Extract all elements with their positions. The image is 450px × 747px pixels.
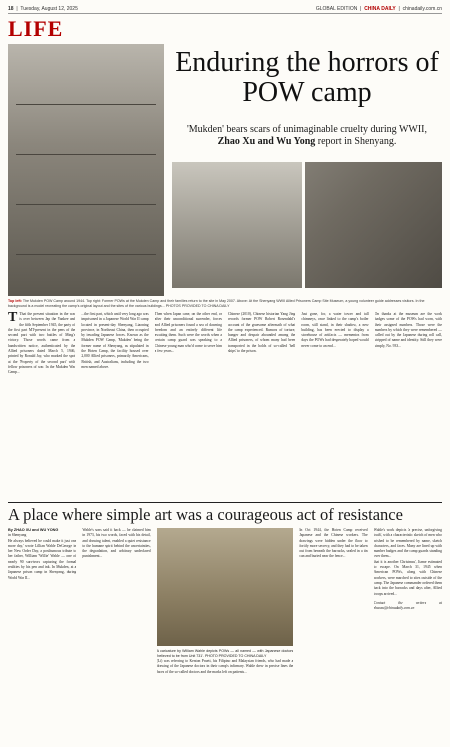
section-divider (8, 502, 442, 503)
header-url: chinadaily.com.cn (402, 5, 442, 12)
photo-caption (8, 299, 442, 309)
article-column-3: Then when Japan cane, on the other end, or after their unconditional surrender, forces and Allied prisoners found a sea of dawning freedom and an entirely different life awaiting them. Such were the words when a certain camp guard was speaking to a Chinese young man who'd come to serve him a few years... (154, 312, 222, 354)
drop-cap: T (8, 312, 18, 325)
second-column-2: Wahle's sons said it back — he claimed him in 1973, his two words, faced with his detail, and drawing talent, enabled a quiet resistance to the humane spirit behind the uncertainties, the degradation, and arbitrary undeclared punishment... (82, 528, 151, 559)
byline: By ZHAO XU and WU YONG (8, 528, 59, 532)
headline: Enduring the horrors of POW camp (175, 47, 439, 108)
author-names: Zhao Xu and Wu Yong (217, 136, 316, 147)
article-column-1 (8, 312, 75, 498)
photo-credit: PHOTOS PROVIDED TO CHINA DAILY (165, 304, 230, 308)
second-column-5 (374, 528, 442, 742)
header-left: 18 | Tuesday, August 12, 2025 (8, 5, 78, 12)
contact-line: Contact the writers at zhaoxu@chinadaily.com.cn (373, 600, 442, 611)
second-column-text: He always believed he could make it just one more day,' wrote Lillian Wahle DeGeorge in her New Order Day, a posthumous tribute to her father, William 'Willie' Wahle — one of nearly 90 survivors capturing the formal realities by his pen and ink. In Mukden, at a Japanese prison camp in Shenyang, during World War II... (8, 538, 77, 580)
second-column-4: In Oct 1944, the Hoten Camp received Japanese and the Chinese workers. The drawings were hidden under the floor to fortify more secrecy, and they had to be taken out from beneath the barracks, sealed in a tin can and buried near the fence... (299, 528, 368, 559)
second-column-5-text: Wahle's work depicts 'a precise, unforgiving truth', with a characteristic sketch of men who wished to be remembered by name, sketch characters, and faces. Many are lined up with number badges and the camp guards standing over them... (373, 528, 442, 559)
page-header (8, 4, 442, 14)
caption-label: Top left: (8, 299, 22, 303)
second-column-6-text: that it is another Christmas', Jiame estimated to escape. On March 31, 1945 when American POWs, along with Chinese workers, were marched to sites outside of the camp. The Japanese commander ordered them back into the barracks and days after, Allied troops arrived... (373, 559, 442, 596)
page-number: 18 (8, 5, 14, 12)
byline-location: in Shenyang (8, 533, 27, 538)
article-body (8, 312, 442, 498)
second-headline: A place where simple art was a courageous act of resistance (8, 505, 403, 524)
subheadline (182, 124, 432, 148)
brand-name: CHINA DAILY (364, 5, 396, 12)
second-article-body (8, 528, 442, 742)
second-column-1 (8, 528, 76, 742)
article-column-5: Just gone, for, a water tower and tall chimneys, once linked to the camp's boiler room, still stand, in their shadow, a new building, has been erected to display a storehouse of artifacts — mementos from days the POWs had desperately hoped would never come to an end... (301, 312, 369, 348)
article-column-6: On thanks at the museum are the work badges some of the POWs had worn, with their assigned numbers. Those were the numbers by which they were remembered — called out by the Japanese during roll call, stripped of name and identity. Still they were simply, No. 933... (374, 312, 442, 348)
article-column-text: That the present situation in the war is over between Jap the Yankee and the fifth September 1945, the party of the first part MT-present in the pens of the second part with two battles of Ming's victory. Those words came from a handwritten notice, authenticated by the Allied prisoners dated March 5, 1946, printed by Ronald Jay, who marked the spot at the 'Property of the second part' with fellow prisoners of war. In the Mukden War Camp... (8, 312, 76, 375)
second-column-3-text: (Li) was referring to Kenton Pruett, his Filipino and Malaysian friends, who had made a drawing of the Japanese doctors in their camp's infirmary. Wahle drew in precise lines the faces of the so-called doctors and the marks left on patients... (156, 659, 294, 674)
header-date: Tuesday, August 12, 2025 (20, 5, 78, 12)
caricature-caption: A caricature by William Wahle depicts POWs — all named — with Japanese doctors 'believed to be from Unit 731'. PHOTO PROVIDED TO CHINA DAILY (156, 649, 294, 658)
caricature-column (157, 528, 294, 742)
caricature-image (157, 528, 294, 646)
section-tag: GLOBAL EDITION (315, 5, 358, 12)
museum-photo (172, 162, 305, 288)
camp-photo-1944 (8, 44, 164, 296)
location-text: report in Shenyang. (317, 136, 397, 147)
caption-text: The Mukden POW Camp around 1944. Top right: Former POWs at the Mukden Camp and their families return to the site in May 2007. Above: At the Shenyang WWII Allied Prisoners Camp Site Museum, a young volunteer guide addresses visitors. In the background is a model recreating the camp's original layout and the sites of the various buildings... (8, 299, 425, 308)
article-column-4: Chinese (2010), Chinese historian Yang Jing records former POW Robert Rosendahl's account of the gruesome aftermath of what the camp experienced. Rumors of torture, hunger and despair abounded among the Allied prisoners, of whom many had been transported in the holds of so-called 'hell ships' to the prison. (227, 312, 296, 354)
header-right: GLOBAL EDITION | CHINA DAILY | chinadaily.com.cn (315, 5, 442, 12)
section-title: LIFE (8, 16, 64, 41)
article-column-2: ...the first part, which until very long ago was imprisoned in a Japanese World War II camp located in present-day Shenyang, Liaoning province, in Northeast China, then occupied by invading Japanese forces. Known as the Mukden POW Camp, 'Mukden' being the former name of Shenyang, as stipulated in the Hoten Camp, the facility housed over 2,000 Allied prisoners, primarily Americans, British, and Australians, including the two men named above. (81, 312, 149, 369)
subtitle-text: 'Mukden' bears scars of unimaginable cruelty during WWII, (186, 124, 427, 135)
